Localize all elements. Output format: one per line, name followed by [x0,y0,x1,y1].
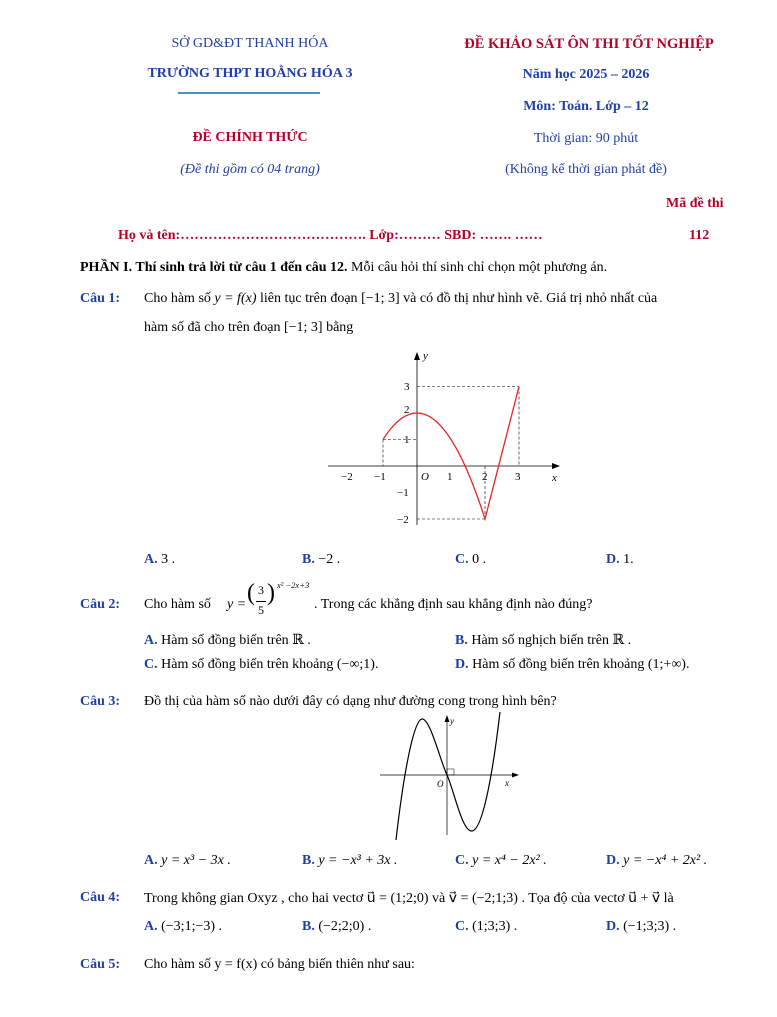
part1-title: PHẦN I. Thí sinh trả lời từ câu 1 đến câu 12. [80,260,348,275]
q5-text: Cho hàm số y = f(x) có bảng biến thiên như sau: [144,957,415,972]
subject: Môn: Toán. Lớp – 12 [523,99,649,114]
q3-origin-label: O [437,779,444,789]
q2-paren-right: ) [267,580,275,606]
q1-line2: hàm số đã cho trên đoạn [−1; 3] bằng [144,320,354,335]
q1-x-arrow [552,463,560,469]
department-name: SỞ GD&ĐT THANH HÓA [171,36,329,51]
q3-option-b[interactable]: B. y = −x³ + 3x . [302,853,398,868]
q2-denominator: 5 [258,603,264,617]
q1-line1: Cho hàm số y = f(x) liên tục trên đoạn [−1; 3] và có đồ thị như hình vẽ. Giá trị nhỏ nhất của [144,291,658,306]
q3-x-arrow [512,773,519,778]
q1-ytick-m2: −2 [397,514,409,526]
q2-label: Câu 2: [80,597,121,612]
q3-option-c[interactable]: C. y = x⁴ − 2x² . [455,853,547,868]
school-name: TRƯỜNG THPT HOẰNG HÓA 3 [147,66,353,81]
q1-function: y = f(x) [214,291,257,306]
q1-ytick-2: 2 [404,404,410,416]
q1-ytick-3: 3 [404,381,410,393]
school-year: Năm học 2025 – 2026 [522,67,650,82]
q1-xtick-3: 3 [515,471,521,483]
q1-x-label: x [552,472,557,484]
q1-xtick-2: 2 [482,471,488,483]
q3-label: Câu 3: [80,694,121,709]
q3-option-d[interactable]: D. y = −x⁴ + 2x² . [606,853,708,868]
q2-text-b: . Trong các khẳng định sau khẳng định nào đúng? [314,597,593,612]
q2-paren-left: ( [247,580,255,606]
school-underline [178,92,320,94]
q4-option-a[interactable]: A. (−3;1;−3) . [144,919,223,934]
q1-option-a[interactable]: A. 3 . [144,552,176,567]
q1-xtick-1: 1 [447,471,453,483]
q3-y-label: y [450,716,454,726]
q2-exponent: x² −2x+3 [277,580,310,590]
official-label: ĐỀ CHÍNH THỨC [192,130,308,145]
q5-label: Câu 5: [80,957,121,972]
q3-x-label: x [505,778,509,788]
q3-text: Đồ thị của hàm số nào dưới đây có dạng như đường cong trong hình bên? [144,694,557,709]
exam-code-label: Mã đề thi [666,196,724,211]
q3-curve [396,712,500,840]
q4-option-c[interactable]: C. (1;3;3) . [455,919,518,934]
q1-y-label: y [423,350,428,362]
q4-text: Trong không gian Oxyz , cho hai vectơ u⃗ = (1;2;0) và v⃗ = (−2;1;3) . Tọa độ của vectơ u⃗ + v⃗ là [144,891,674,906]
q3-option-a[interactable]: A. y = x³ − 3x . [144,853,231,868]
q2-text-a: Cho hàm số [144,597,211,612]
q3-y-arrow [445,715,450,722]
q1-xtick-m1: −1 [374,471,386,483]
q4-option-b[interactable]: B. (−2;2;0) . [302,919,372,934]
q2-option-d[interactable]: D. Hàm số đồng biến trên khoảng (1;+∞). [455,657,690,672]
q3-right-angle-mark [447,769,454,775]
q3-function-graph [370,710,520,840]
q4-label: Câu 4: [80,890,121,905]
exam-code: 112 [689,228,710,243]
q1-label: Câu 1: [80,291,121,306]
q4-option-d[interactable]: D. (−1;3;3) . [606,919,677,934]
q1-option-b[interactable]: B. −2 . [302,552,341,567]
q1-option-d[interactable]: D. 1. [606,552,634,567]
q2-numerator: 3 [258,583,264,597]
q1-interval: [−1; 3] [361,291,400,306]
q2-y-eq: y = [227,597,247,612]
part1-note: Mỗi câu hỏi thí sinh chỉ chọn một phương án. [347,260,608,275]
q1-y-arrow [414,352,420,360]
q1-ytick-m1: −1 [397,487,409,499]
q2-fraction-bar [256,601,266,602]
q2-option-b[interactable]: B. Hàm số nghịch biến trên ℝ . [455,633,632,648]
q1-origin-label: O [421,471,429,483]
exam-time: Thời gian: 90 phút [533,131,639,146]
pages-note: (Đề thi gồm có 04 trang) [180,162,320,177]
part1-heading [80,260,607,276]
q1-option-c[interactable]: C. 0 . [455,552,487,567]
q1-xtick-m2: −2 [341,471,353,483]
q2-option-a[interactable]: A. Hàm số đồng biến trên ℝ . [144,633,311,648]
q1-ytick-1: 1 [404,434,410,446]
exam-title: ĐỀ KHẢO SÁT ÔN THI TỐT NGHIỆP [464,36,714,52]
q1-function-graph [320,345,570,530]
time-note: (Không kể thời gian phát đề) [505,162,667,177]
student-info-line: Họ và tên:…………………………………. Lớp:……… SBD: ……. …… [118,228,543,243]
q2-option-c[interactable]: C. Hàm số đồng biến trên khoảng (−∞;1). [144,657,379,672]
